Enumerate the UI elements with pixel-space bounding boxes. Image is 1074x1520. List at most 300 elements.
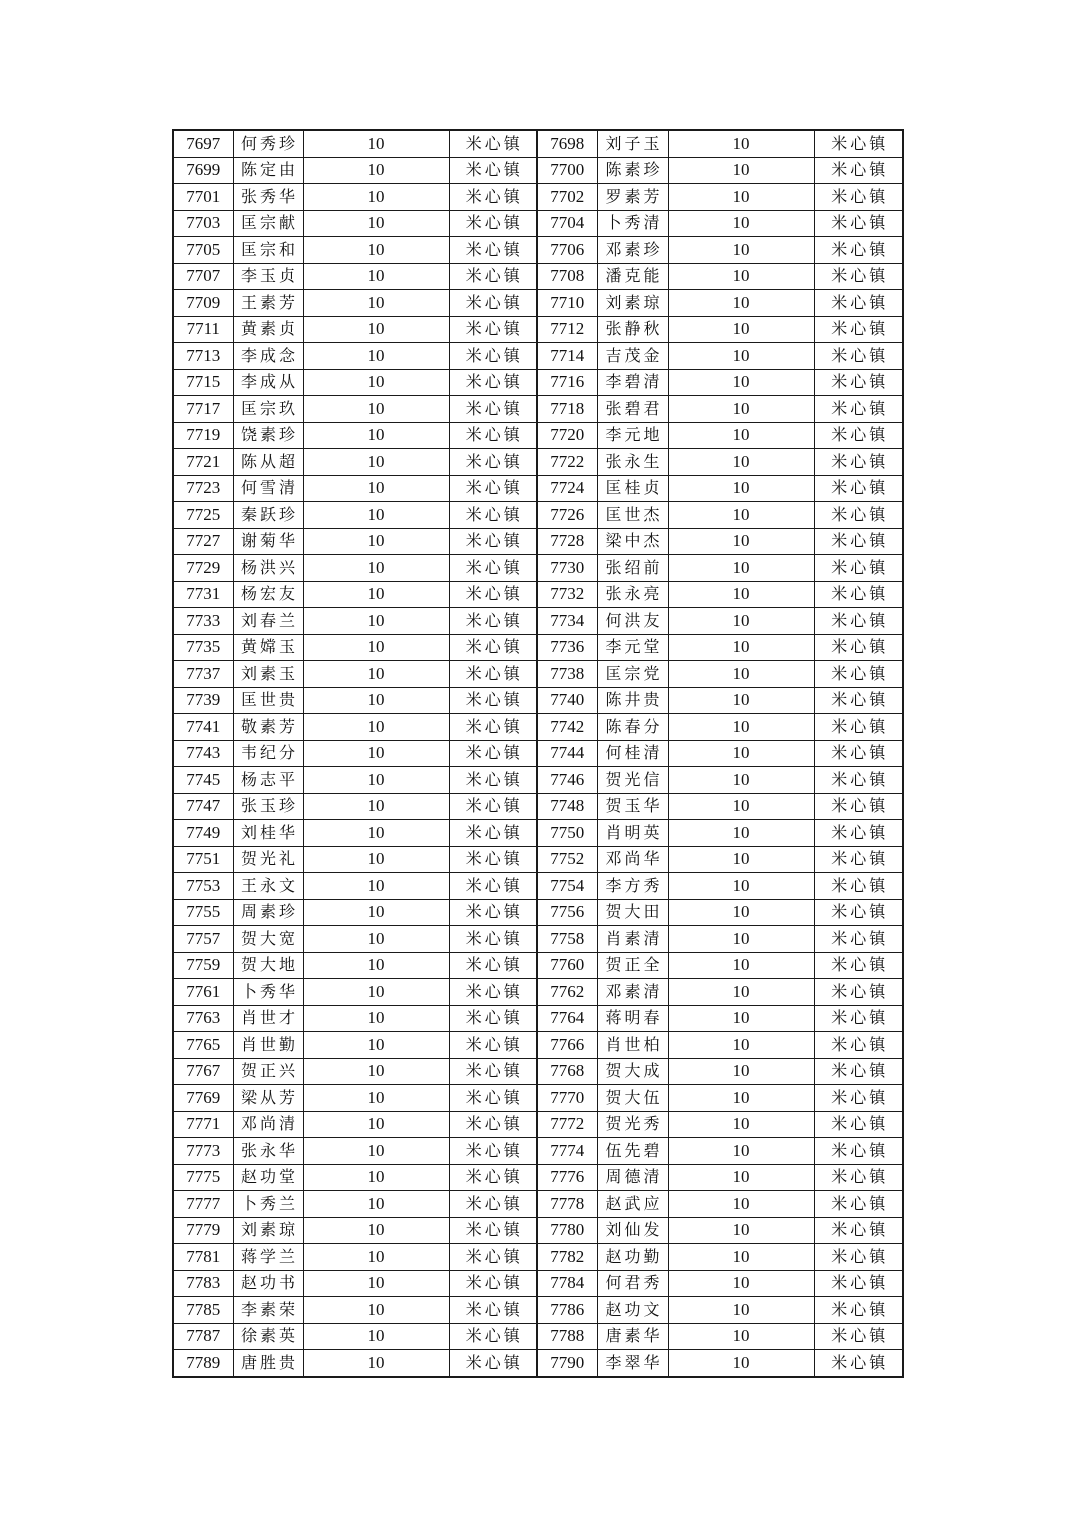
serial-number-cell: 7771 xyxy=(173,1111,233,1138)
amount-cell: 10 xyxy=(668,1085,814,1112)
serial-number-cell: 7790 xyxy=(537,1350,597,1377)
serial-number-cell: 7751 xyxy=(173,846,233,873)
name-cell: 张永华 xyxy=(233,1138,303,1165)
town-cell: 米心镇 xyxy=(449,1191,537,1218)
amount-cell: 10 xyxy=(668,157,814,184)
serial-number-cell: 7783 xyxy=(173,1270,233,1297)
town-cell: 米心镇 xyxy=(814,1164,903,1191)
name-cell: 贺大宽 xyxy=(233,926,303,953)
serial-number-cell: 7738 xyxy=(537,661,597,688)
name-cell: 卜秀兰 xyxy=(233,1191,303,1218)
amount-cell: 10 xyxy=(303,1217,449,1244)
serial-number-cell: 7762 xyxy=(537,979,597,1006)
table-row xyxy=(173,767,903,794)
town-cell: 米心镇 xyxy=(814,740,903,767)
town-cell: 米心镇 xyxy=(814,767,903,794)
town-cell: 米心镇 xyxy=(449,1032,537,1059)
table-row xyxy=(173,1350,903,1377)
amount-cell: 10 xyxy=(303,873,449,900)
table-row xyxy=(173,502,903,529)
serial-number-cell: 7701 xyxy=(173,184,233,211)
table-row xyxy=(173,952,903,979)
amount-cell: 10 xyxy=(668,661,814,688)
table-row xyxy=(173,1191,903,1218)
town-cell: 米心镇 xyxy=(449,130,537,157)
amount-cell: 10 xyxy=(668,502,814,529)
amount-cell: 10 xyxy=(668,422,814,449)
town-cell: 米心镇 xyxy=(814,793,903,820)
serial-number-cell: 7699 xyxy=(173,157,233,184)
amount-cell: 10 xyxy=(303,1005,449,1032)
amount-cell: 10 xyxy=(303,555,449,582)
table-row xyxy=(173,740,903,767)
town-cell: 米心镇 xyxy=(449,184,537,211)
name-cell: 肖素清 xyxy=(597,926,668,953)
serial-number-cell: 7759 xyxy=(173,952,233,979)
town-cell: 米心镇 xyxy=(449,555,537,582)
serial-number-cell: 7700 xyxy=(537,157,597,184)
serial-number-cell: 7704 xyxy=(537,210,597,237)
name-cell: 贺光信 xyxy=(597,767,668,794)
town-cell: 米心镇 xyxy=(449,396,537,423)
town-cell: 米心镇 xyxy=(449,210,537,237)
name-cell: 肖世勤 xyxy=(233,1032,303,1059)
serial-number-cell: 7781 xyxy=(173,1244,233,1271)
name-cell: 刘仙发 xyxy=(597,1217,668,1244)
town-cell: 米心镇 xyxy=(449,661,537,688)
table-row xyxy=(173,449,903,476)
name-cell: 王永文 xyxy=(233,873,303,900)
town-cell: 米心镇 xyxy=(449,1323,537,1350)
serial-number-cell: 7739 xyxy=(173,687,233,714)
serial-number-cell: 7734 xyxy=(537,608,597,635)
serial-number-cell: 7752 xyxy=(537,846,597,873)
name-cell: 李翠华 xyxy=(597,1350,668,1377)
town-cell: 米心镇 xyxy=(814,846,903,873)
town-cell: 米心镇 xyxy=(449,608,537,635)
name-cell: 黄嫦玉 xyxy=(233,634,303,661)
amount-cell: 10 xyxy=(668,634,814,661)
serial-number-cell: 7729 xyxy=(173,555,233,582)
town-cell: 米心镇 xyxy=(449,316,537,343)
town-cell: 米心镇 xyxy=(814,237,903,264)
amount-cell: 10 xyxy=(303,899,449,926)
town-cell: 米心镇 xyxy=(814,608,903,635)
amount-cell: 10 xyxy=(303,1164,449,1191)
table-row xyxy=(173,237,903,264)
name-cell: 罗素芳 xyxy=(597,184,668,211)
amount-cell: 10 xyxy=(303,661,449,688)
name-cell: 何君秀 xyxy=(597,1270,668,1297)
serial-number-cell: 7740 xyxy=(537,687,597,714)
serial-number-cell: 7706 xyxy=(537,237,597,264)
serial-number-cell: 7748 xyxy=(537,793,597,820)
amount-cell: 10 xyxy=(303,1085,449,1112)
serial-number-cell: 7787 xyxy=(173,1323,233,1350)
table-row xyxy=(173,184,903,211)
town-cell: 米心镇 xyxy=(814,1323,903,1350)
serial-number-cell: 7742 xyxy=(537,714,597,741)
name-cell: 刘素琼 xyxy=(233,1217,303,1244)
name-cell: 伍先碧 xyxy=(597,1138,668,1165)
name-cell: 张秀华 xyxy=(233,184,303,211)
amount-cell: 10 xyxy=(303,608,449,635)
town-cell: 米心镇 xyxy=(814,1085,903,1112)
name-cell: 肖世才 xyxy=(233,1005,303,1032)
name-cell: 匡宗和 xyxy=(233,237,303,264)
name-cell: 张静秋 xyxy=(597,316,668,343)
name-cell: 张永亮 xyxy=(597,581,668,608)
serial-number-cell: 7767 xyxy=(173,1058,233,1085)
name-cell: 饶素珍 xyxy=(233,422,303,449)
amount-cell: 10 xyxy=(303,820,449,847)
amount-cell: 10 xyxy=(668,740,814,767)
town-cell: 米心镇 xyxy=(449,290,537,317)
amount-cell: 10 xyxy=(303,714,449,741)
amount-cell: 10 xyxy=(303,846,449,873)
town-cell: 米心镇 xyxy=(449,1244,537,1271)
name-cell: 陈定由 xyxy=(233,157,303,184)
serial-number-cell: 7708 xyxy=(537,263,597,290)
name-cell: 赵功书 xyxy=(233,1270,303,1297)
amount-cell: 10 xyxy=(303,369,449,396)
table-row xyxy=(173,1111,903,1138)
serial-number-cell: 7715 xyxy=(173,369,233,396)
town-cell: 米心镇 xyxy=(814,1005,903,1032)
amount-cell: 10 xyxy=(303,687,449,714)
town-cell: 米心镇 xyxy=(814,475,903,502)
name-cell: 邓尚清 xyxy=(233,1111,303,1138)
table-row xyxy=(173,210,903,237)
serial-number-cell: 7722 xyxy=(537,449,597,476)
town-cell: 米心镇 xyxy=(814,1270,903,1297)
serial-number-cell: 7720 xyxy=(537,422,597,449)
serial-number-cell: 7769 xyxy=(173,1085,233,1112)
name-cell: 杨宏友 xyxy=(233,581,303,608)
serial-number-cell: 7786 xyxy=(537,1297,597,1324)
name-cell: 贺大地 xyxy=(233,952,303,979)
serial-number-cell: 7731 xyxy=(173,581,233,608)
amount-cell: 10 xyxy=(303,1244,449,1271)
name-cell: 刘桂华 xyxy=(233,820,303,847)
amount-cell: 10 xyxy=(668,475,814,502)
table-row xyxy=(173,1270,903,1297)
table-row xyxy=(173,555,903,582)
name-cell: 谢菊华 xyxy=(233,528,303,555)
town-cell: 米心镇 xyxy=(449,740,537,767)
serial-number-cell: 7713 xyxy=(173,343,233,370)
name-cell: 潘克能 xyxy=(597,263,668,290)
town-cell: 米心镇 xyxy=(814,130,903,157)
table-row xyxy=(173,873,903,900)
amount-cell: 10 xyxy=(303,1058,449,1085)
amount-cell: 10 xyxy=(303,475,449,502)
name-cell: 匡世杰 xyxy=(597,502,668,529)
amount-cell: 10 xyxy=(668,1191,814,1218)
serial-number-cell: 7725 xyxy=(173,502,233,529)
town-cell: 米心镇 xyxy=(449,1164,537,1191)
serial-number-cell: 7736 xyxy=(537,634,597,661)
town-cell: 米心镇 xyxy=(814,1032,903,1059)
name-cell: 敬素芳 xyxy=(233,714,303,741)
name-cell: 黄素贞 xyxy=(233,316,303,343)
name-cell: 贺光秀 xyxy=(597,1111,668,1138)
town-cell: 米心镇 xyxy=(449,820,537,847)
name-cell: 刘子玉 xyxy=(597,130,668,157)
amount-cell: 10 xyxy=(668,926,814,953)
table-row xyxy=(173,1244,903,1271)
serial-number-cell: 7780 xyxy=(537,1217,597,1244)
amount-cell: 10 xyxy=(668,1350,814,1377)
amount-cell: 10 xyxy=(668,1297,814,1324)
town-cell: 米心镇 xyxy=(814,926,903,953)
amount-cell: 10 xyxy=(668,316,814,343)
name-cell: 李玉贞 xyxy=(233,263,303,290)
serial-number-cell: 7756 xyxy=(537,899,597,926)
town-cell: 米心镇 xyxy=(449,1350,537,1377)
amount-cell: 10 xyxy=(668,1058,814,1085)
serial-number-cell: 7735 xyxy=(173,634,233,661)
serial-number-cell: 7768 xyxy=(537,1058,597,1085)
name-cell: 邓尚华 xyxy=(597,846,668,873)
name-cell: 梁中杰 xyxy=(597,528,668,555)
table-row xyxy=(173,979,903,1006)
amount-cell: 10 xyxy=(668,1270,814,1297)
amount-cell: 10 xyxy=(303,502,449,529)
serial-number-cell: 7737 xyxy=(173,661,233,688)
table-row xyxy=(173,1138,903,1165)
serial-number-cell: 7741 xyxy=(173,714,233,741)
town-cell: 米心镇 xyxy=(814,502,903,529)
table-row xyxy=(173,528,903,555)
town-cell: 米心镇 xyxy=(449,1005,537,1032)
town-cell: 米心镇 xyxy=(814,210,903,237)
town-cell: 米心镇 xyxy=(449,926,537,953)
town-cell: 米心镇 xyxy=(449,1270,537,1297)
town-cell: 米心镇 xyxy=(814,1350,903,1377)
town-cell: 米心镇 xyxy=(449,952,537,979)
name-cell: 周德清 xyxy=(597,1164,668,1191)
name-cell: 贺光礼 xyxy=(233,846,303,873)
serial-number-cell: 7775 xyxy=(173,1164,233,1191)
amount-cell: 10 xyxy=(303,422,449,449)
amount-cell: 10 xyxy=(303,528,449,555)
amount-cell: 10 xyxy=(668,396,814,423)
town-cell: 米心镇 xyxy=(814,979,903,1006)
town-cell: 米心镇 xyxy=(814,343,903,370)
amount-cell: 10 xyxy=(303,316,449,343)
town-cell: 米心镇 xyxy=(449,979,537,1006)
name-cell: 何秀珍 xyxy=(233,130,303,157)
serial-number-cell: 7697 xyxy=(173,130,233,157)
name-cell: 贺正兴 xyxy=(233,1058,303,1085)
name-cell: 杨洪兴 xyxy=(233,555,303,582)
serial-number-cell: 7721 xyxy=(173,449,233,476)
amount-cell: 10 xyxy=(668,687,814,714)
roster-table xyxy=(172,129,904,1378)
name-cell: 赵功堂 xyxy=(233,1164,303,1191)
name-cell: 何洪友 xyxy=(597,608,668,635)
town-cell: 米心镇 xyxy=(449,1111,537,1138)
serial-number-cell: 7709 xyxy=(173,290,233,317)
town-cell: 米心镇 xyxy=(449,157,537,184)
town-cell: 米心镇 xyxy=(449,873,537,900)
name-cell: 李元地 xyxy=(597,422,668,449)
name-cell: 陈井贵 xyxy=(597,687,668,714)
name-cell: 何桂清 xyxy=(597,740,668,767)
table-row xyxy=(173,926,903,953)
serial-number-cell: 7723 xyxy=(173,475,233,502)
amount-cell: 10 xyxy=(303,184,449,211)
serial-number-cell: 7758 xyxy=(537,926,597,953)
serial-number-cell: 7766 xyxy=(537,1032,597,1059)
amount-cell: 10 xyxy=(668,952,814,979)
name-cell: 贺大伍 xyxy=(597,1085,668,1112)
name-cell: 李元堂 xyxy=(597,634,668,661)
town-cell: 米心镇 xyxy=(814,714,903,741)
name-cell: 唐胜贵 xyxy=(233,1350,303,1377)
town-cell: 米心镇 xyxy=(814,820,903,847)
serial-number-cell: 7754 xyxy=(537,873,597,900)
serial-number-cell: 7776 xyxy=(537,1164,597,1191)
amount-cell: 10 xyxy=(668,581,814,608)
name-cell: 卜秀清 xyxy=(597,210,668,237)
table-row xyxy=(173,343,903,370)
serial-number-cell: 7728 xyxy=(537,528,597,555)
town-cell: 米心镇 xyxy=(814,1111,903,1138)
amount-cell: 10 xyxy=(668,608,814,635)
table-row xyxy=(173,846,903,873)
serial-number-cell: 7777 xyxy=(173,1191,233,1218)
name-cell: 匡宗献 xyxy=(233,210,303,237)
amount-cell: 10 xyxy=(668,979,814,1006)
serial-number-cell: 7745 xyxy=(173,767,233,794)
table-row xyxy=(173,899,903,926)
serial-number-cell: 7732 xyxy=(537,581,597,608)
amount-cell: 10 xyxy=(303,1350,449,1377)
name-cell: 匡宗党 xyxy=(597,661,668,688)
town-cell: 米心镇 xyxy=(449,369,537,396)
town-cell: 米心镇 xyxy=(449,793,537,820)
name-cell: 李碧清 xyxy=(597,369,668,396)
amount-cell: 10 xyxy=(668,369,814,396)
town-cell: 米心镇 xyxy=(814,1297,903,1324)
name-cell: 张绍前 xyxy=(597,555,668,582)
name-cell: 贺正全 xyxy=(597,952,668,979)
town-cell: 米心镇 xyxy=(449,1085,537,1112)
town-cell: 米心镇 xyxy=(814,1138,903,1165)
serial-number-cell: 7772 xyxy=(537,1111,597,1138)
serial-number-cell: 7707 xyxy=(173,263,233,290)
town-cell: 米心镇 xyxy=(449,422,537,449)
name-cell: 李方秀 xyxy=(597,873,668,900)
name-cell: 刘春兰 xyxy=(233,608,303,635)
name-cell: 秦跃珍 xyxy=(233,502,303,529)
amount-cell: 10 xyxy=(668,555,814,582)
serial-number-cell: 7743 xyxy=(173,740,233,767)
town-cell: 米心镇 xyxy=(814,184,903,211)
name-cell: 周素珍 xyxy=(233,899,303,926)
serial-number-cell: 7716 xyxy=(537,369,597,396)
serial-number-cell: 7778 xyxy=(537,1191,597,1218)
serial-number-cell: 7746 xyxy=(537,767,597,794)
town-cell: 米心镇 xyxy=(814,1191,903,1218)
town-cell: 米心镇 xyxy=(814,873,903,900)
town-cell: 米心镇 xyxy=(449,475,537,502)
table-row xyxy=(173,475,903,502)
town-cell: 米心镇 xyxy=(814,369,903,396)
town-cell: 米心镇 xyxy=(814,1058,903,1085)
name-cell: 何雪清 xyxy=(233,475,303,502)
serial-number-cell: 7718 xyxy=(537,396,597,423)
serial-number-cell: 7774 xyxy=(537,1138,597,1165)
town-cell: 米心镇 xyxy=(814,396,903,423)
amount-cell: 10 xyxy=(668,1005,814,1032)
town-cell: 米心镇 xyxy=(449,1297,537,1324)
amount-cell: 10 xyxy=(668,873,814,900)
name-cell: 王素芳 xyxy=(233,290,303,317)
amount-cell: 10 xyxy=(303,130,449,157)
name-cell: 卜秀华 xyxy=(233,979,303,1006)
name-cell: 肖世柏 xyxy=(597,1032,668,1059)
amount-cell: 10 xyxy=(668,449,814,476)
table-row xyxy=(173,263,903,290)
name-cell: 陈从超 xyxy=(233,449,303,476)
town-cell: 米心镇 xyxy=(814,661,903,688)
town-cell: 米心镇 xyxy=(449,846,537,873)
table-row xyxy=(173,316,903,343)
serial-number-cell: 7744 xyxy=(537,740,597,767)
serial-number-cell: 7719 xyxy=(173,422,233,449)
serial-number-cell: 7755 xyxy=(173,899,233,926)
amount-cell: 10 xyxy=(303,1111,449,1138)
table-row xyxy=(173,1005,903,1032)
name-cell: 邓素珍 xyxy=(597,237,668,264)
table-row xyxy=(173,1032,903,1059)
amount-cell: 10 xyxy=(668,210,814,237)
table-row xyxy=(173,1085,903,1112)
name-cell: 蒋明春 xyxy=(597,1005,668,1032)
serial-number-cell: 7765 xyxy=(173,1032,233,1059)
table-row xyxy=(173,1217,903,1244)
amount-cell: 10 xyxy=(668,1244,814,1271)
amount-cell: 10 xyxy=(668,130,814,157)
amount-cell: 10 xyxy=(303,1323,449,1350)
amount-cell: 10 xyxy=(303,210,449,237)
town-cell: 米心镇 xyxy=(814,952,903,979)
amount-cell: 10 xyxy=(303,1032,449,1059)
name-cell: 李素荣 xyxy=(233,1297,303,1324)
name-cell: 吉茂金 xyxy=(597,343,668,370)
amount-cell: 10 xyxy=(303,343,449,370)
name-cell: 李成念 xyxy=(233,343,303,370)
serial-number-cell: 7789 xyxy=(173,1350,233,1377)
serial-number-cell: 7717 xyxy=(173,396,233,423)
name-cell: 唐素华 xyxy=(597,1323,668,1350)
serial-number-cell: 7760 xyxy=(537,952,597,979)
serial-number-cell: 7703 xyxy=(173,210,233,237)
town-cell: 米心镇 xyxy=(449,343,537,370)
name-cell: 肖明英 xyxy=(597,820,668,847)
town-cell: 米心镇 xyxy=(449,687,537,714)
amount-cell: 10 xyxy=(668,1032,814,1059)
serial-number-cell: 7711 xyxy=(173,316,233,343)
table-row xyxy=(173,369,903,396)
name-cell: 刘素玉 xyxy=(233,661,303,688)
amount-cell: 10 xyxy=(668,263,814,290)
serial-number-cell: 7757 xyxy=(173,926,233,953)
town-cell: 米心镇 xyxy=(814,899,903,926)
